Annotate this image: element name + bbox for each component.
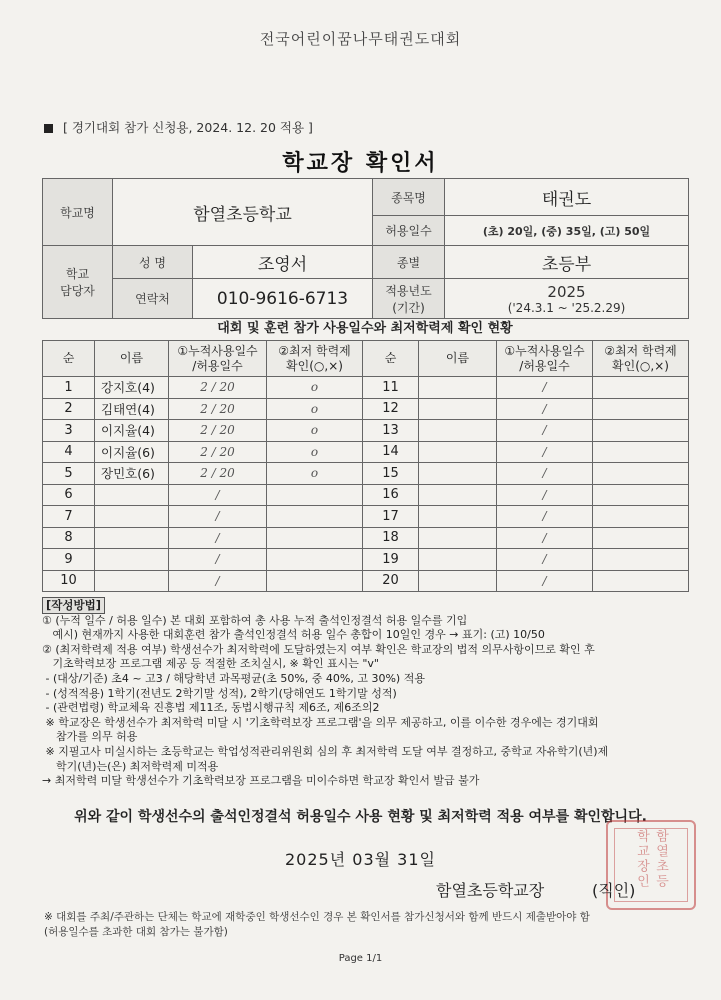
issue-date: 2025년 03월 31일	[285, 850, 436, 869]
manager-label	[43, 246, 113, 319]
event-value: 태권도	[445, 179, 689, 216]
roster-no-cell: 18	[363, 527, 419, 549]
roster-no-cell: 7	[43, 506, 95, 528]
roster-row	[43, 570, 689, 592]
footnote	[44, 910, 694, 940]
header-days-line1-right: ①누적사용일수	[504, 343, 585, 358]
roster-days-cell: 2 / 20	[169, 398, 267, 420]
header-days-right	[497, 341, 593, 377]
header-check-line2-right: 확인(○,×)	[612, 358, 669, 373]
school-name-label: 학교명	[43, 179, 113, 246]
roster-no-cell: 3	[43, 420, 95, 442]
roster-days-cell: 2 / 20	[169, 377, 267, 399]
roster-name-cell	[419, 549, 497, 571]
roster-row	[43, 527, 689, 549]
instruction-line: 참가를 의무 허용	[42, 730, 138, 744]
instruction-line: 기초학력보장 프로그램 제공 등 적절한 조치실시, ※ 확인 표시는 "v"	[42, 657, 379, 671]
roster-days-cell: /	[497, 506, 593, 528]
roster-check-cell: o	[267, 420, 363, 442]
header-check-line2: 확인(○,×)	[286, 358, 343, 373]
roster-check-cell	[593, 441, 689, 463]
roster-no-cell: 5	[43, 463, 95, 485]
roster-no-cell: 8	[43, 527, 95, 549]
roster-check-cell: o	[267, 441, 363, 463]
roster-row	[43, 463, 689, 485]
roster-check-cell: o	[267, 463, 363, 485]
year-label	[373, 279, 445, 319]
category-value: 초등부	[445, 246, 689, 279]
roster-row	[43, 398, 689, 420]
roster-header-row	[43, 341, 689, 377]
roster-row	[43, 377, 689, 399]
roster-name-cell: 이지율(6)	[95, 441, 169, 463]
school-name-value: 함열초등학교	[113, 179, 373, 246]
roster-check-cell: o	[267, 398, 363, 420]
roster-name-cell	[419, 484, 497, 506]
header-days-line2: /허용일수	[192, 358, 243, 373]
roster-name-cell	[419, 527, 497, 549]
event-label: 종목명	[373, 179, 445, 216]
roster-days-cell: 2 / 20	[169, 463, 267, 485]
roster-no-cell: 11	[363, 377, 419, 399]
seal-text: 함열초등학교장인	[634, 829, 668, 889]
roster-name-cell	[95, 549, 169, 571]
header-days-line2-right: /허용일수	[519, 358, 570, 373]
roster-name-cell: 김태연(4)	[95, 398, 169, 420]
document-title: 학교장 확인서	[282, 151, 439, 176]
roster-no-cell: 4	[43, 441, 95, 463]
year-cell	[445, 279, 689, 319]
roster-name-cell	[419, 420, 497, 442]
instruction-line: 학기(년)는(은) 최저학력제 미적용	[42, 759, 219, 773]
signer-name: 함열초등학교장	[436, 881, 545, 900]
square-bullet-icon	[44, 124, 53, 133]
name-label: 성 명	[113, 246, 193, 279]
roster-check-cell	[593, 377, 689, 399]
roster-name-cell	[419, 377, 497, 399]
allowed-days-value: (초) 20일, (중) 35일, (고) 50일	[445, 216, 689, 246]
roster-check-cell	[593, 549, 689, 571]
year-label-line2: (기간)	[392, 300, 425, 315]
header-days-line1: ①누적사용일수	[177, 343, 258, 358]
roster-section-title: 대회 및 훈련 참가 사용일수와 최저학력제 확인 현황	[217, 321, 513, 336]
roster-no-cell: 19	[363, 549, 419, 571]
instruction-line: - (성적적용) 1학기(전년도 2학기말 성적), 2학기(당해연도 1학기말 성적)	[42, 686, 397, 700]
roster-check-cell	[593, 570, 689, 592]
header-check	[267, 341, 363, 377]
roster-row	[43, 420, 689, 442]
allowed-days-label: 허용일수	[373, 216, 445, 246]
roster-no-cell: 16	[363, 484, 419, 506]
roster-days-cell: /	[169, 549, 267, 571]
roster-no-cell: 15	[363, 463, 419, 485]
roster-check-cell	[267, 570, 363, 592]
roster-check-cell	[593, 398, 689, 420]
roster-check-cell	[593, 420, 689, 442]
header-check-line1: ②최저 학력제	[278, 343, 351, 358]
roster-name-cell: 강지호(4)	[95, 377, 169, 399]
footnote-line2: (허용일수를 초과한 대회 참가는 불가함)	[44, 926, 228, 938]
manager-label-line2: 담당자	[60, 284, 95, 298]
roster-row	[43, 484, 689, 506]
roster-name-cell: 장민호(6)	[95, 463, 169, 485]
page-number: Page 1/1	[338, 953, 383, 964]
roster-check-cell	[267, 506, 363, 528]
header-check-right	[593, 341, 689, 377]
roster-days-cell: /	[169, 570, 267, 592]
roster-no-cell: 6	[43, 484, 95, 506]
period-value: ('24.3.1 ~ '25.2.29)	[507, 300, 626, 315]
seal-label: (직인)	[592, 881, 636, 900]
header-no-right: 순	[363, 341, 419, 377]
roster-row	[43, 441, 689, 463]
instructions	[42, 597, 692, 789]
roster-row	[43, 506, 689, 528]
instruction-line: ② (최저학력제 적용 여부) 학생선수가 최저학력에 도달하였는지 여부 확인은 학교장의 법적 의무사항이므로 확인 후	[42, 642, 595, 656]
roster-no-cell: 2	[43, 398, 95, 420]
roster-no-cell: 12	[363, 398, 419, 420]
roster-check-cell	[593, 527, 689, 549]
instruction-line: 예시) 현재까지 사용한 대회훈련 참가 출석인정결석 허용 일수 총합이 10일인 경우 → 표기: (고) 10/50	[42, 628, 545, 642]
roster-name-cell	[419, 441, 497, 463]
application-note	[44, 118, 313, 136]
roster-name-cell	[419, 506, 497, 528]
year-label-line1: 적용년도	[385, 283, 432, 298]
roster-check-cell	[267, 549, 363, 571]
roster-name-cell	[419, 398, 497, 420]
roster-days-cell: /	[169, 484, 267, 506]
roster-days-cell: /	[497, 377, 593, 399]
roster-no-cell: 9	[43, 549, 95, 571]
roster-no-cell: 1	[43, 377, 95, 399]
roster-no-cell: 13	[363, 420, 419, 442]
roster-check-cell	[593, 506, 689, 528]
roster-row	[43, 549, 689, 571]
roster-days-cell: /	[497, 484, 593, 506]
confirmation-statement: 위와 같이 학생선수의 출석인정결석 허용일수 사용 현황 및 최저학력 적용 여부를 확인합니다.	[74, 809, 647, 825]
roster-check-cell	[267, 484, 363, 506]
roster-name-cell	[419, 570, 497, 592]
header-name-right: 이름	[419, 341, 497, 377]
instruction-line: - (대상/기준) 초4 ~ 고3 / 해당학년 과목평균(초 50%, 중 40%, 고 30%) 적용	[42, 671, 425, 685]
roster-check-cell	[593, 484, 689, 506]
tournament-title: 전국어린이꿈나무태권도대회	[259, 30, 462, 48]
roster-name-cell	[95, 527, 169, 549]
header-name: 이름	[95, 341, 169, 377]
roster-table	[42, 340, 689, 592]
roster-no-cell: 14	[363, 441, 419, 463]
school-info-table	[42, 178, 689, 319]
instruction-line: ① (누적 일수 / 허용 일수) 본 대회 포함하여 총 사용 누적 출석인정결석 허용 일수를 기입	[42, 613, 468, 627]
roster-days-cell: /	[497, 549, 593, 571]
contact-label: 연락처	[113, 279, 193, 319]
instructions-lines	[42, 614, 692, 789]
instructions-title: [작성방법]	[42, 597, 105, 614]
header-no: 순	[43, 341, 95, 377]
roster-name-cell	[95, 484, 169, 506]
instruction-line: → 최저학력 미달 학생선수가 기초학력보장 프로그램을 미이수하면 학교장 확인서 발급 불가	[42, 774, 480, 788]
roster-days-cell: /	[497, 570, 593, 592]
roster-days-cell: /	[497, 420, 593, 442]
footnote-line1: ※ 대회를 주최/주관하는 단체는 학교에 재학중인 학생선수인 경우 본 확인서를 참가신청서와 함께 반드시 제출받아야 함	[44, 911, 590, 923]
header-days	[169, 341, 267, 377]
roster-days-cell: /	[169, 527, 267, 549]
header-check-line1-right: ②최저 학력제	[604, 343, 677, 358]
instruction-line: ※ 지필고사 미실시하는 초등학교는 학업성적관리위원회 심의 후 최저학력 도달 여부 결정하고, 중학교 자유학기(년)제	[42, 744, 609, 758]
roster-check-cell	[267, 527, 363, 549]
roster-check-cell	[593, 463, 689, 485]
category-label: 종별	[373, 246, 445, 279]
roster-days-cell: /	[497, 398, 593, 420]
roster-name-cell	[95, 570, 169, 592]
roster-no-cell: 20	[363, 570, 419, 592]
roster-days-cell: /	[169, 506, 267, 528]
roster-no-cell: 10	[43, 570, 95, 592]
roster-name-cell	[95, 506, 169, 528]
roster-name-cell	[419, 463, 497, 485]
instruction-line: ※ 학교장은 학생선수가 최저학력 미달 시 '기초학력보장 프로그램'을 의무 제공하고, 이를 이수한 경우에는 경기대회	[42, 715, 599, 729]
roster-days-cell: /	[497, 463, 593, 485]
roster-days-cell: /	[497, 527, 593, 549]
manager-label-line1: 학교	[65, 267, 90, 281]
roster-name-cell: 이지율(4)	[95, 420, 169, 442]
roster-check-cell: o	[267, 377, 363, 399]
manager-name-value: 조영서	[193, 246, 373, 279]
roster-days-cell: 2 / 20	[169, 420, 267, 442]
roster-days-cell: 2 / 20	[169, 441, 267, 463]
roster-days-cell: /	[497, 441, 593, 463]
year-value: 2025	[547, 282, 586, 301]
roster-no-cell: 17	[363, 506, 419, 528]
contact-value: 010-9616-6713	[193, 279, 373, 319]
instruction-line: - (관련법령) 학교체육 진흥법 제11조, 동법시행규칙 제6조, 제6조의2	[42, 701, 380, 715]
application-note-text: [ 경기대회 참가 신청용, 2024. 12. 20 적용 ]	[63, 120, 313, 135]
